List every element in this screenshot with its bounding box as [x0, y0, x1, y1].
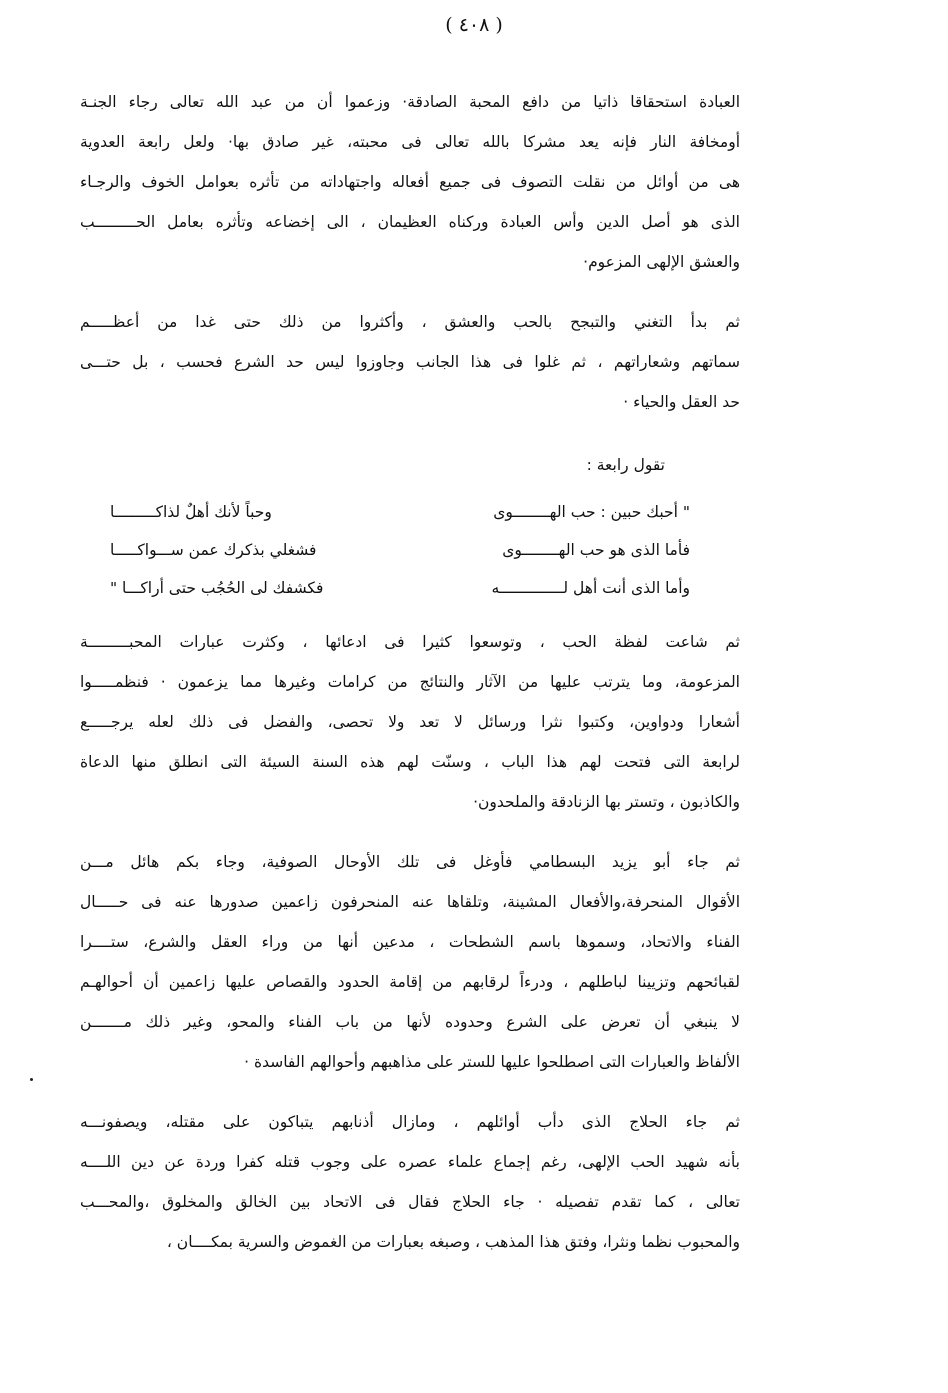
- text-line: الألفاظ والعبارات التى اصطلحوا عليها للستر على مذاهبهم وأحوالهم الفاسدة ·: [244, 1053, 740, 1071]
- text-line: أشعارا ودواوين، وكتبوا نثرا ورسائل لا تعد ولا تحصى، والفضل فى ذلك لعله يرجـــــع: [80, 713, 740, 731]
- text-line: ثم جاء أبو يزيد البسطامي فأوغل فى تلك الأوحال الصوفية، وجاء بكم هائل مـــن: [80, 853, 740, 871]
- poem-first-hemistich: " أحبك حبين : حب الهــــــــوى: [493, 503, 690, 521]
- paragraph-3: [80, 622, 740, 822]
- poem-second-hemistich: وحباً لأنك أهلٌ لذاكـــــــــا: [110, 503, 272, 521]
- poem-second-hemistich: فشغلي بذكرك عمن ســـواكـــــا: [110, 541, 317, 559]
- text-line: لرابعة التى فتحت لهم هذا الباب ، وسنّت لهم هذه السنة السيئة التى انطلق منها الدعاة: [80, 753, 740, 771]
- paragraph-1: [80, 82, 740, 282]
- text-line: الأقوال المنحرفة،والأفعال المشينة، وتلقاها عنه المنحرفون زاعمين صدورها عنه فى حـــــال: [80, 893, 740, 911]
- text-line: والكاذبون ، وتستر بها الزنادقة والملحدون·: [473, 793, 740, 811]
- poem-intro: تقول رابعة :: [586, 456, 665, 474]
- text-line: المزعومة، وما يترتب عليها من الآثار والنتائج من كرامات وغيرها مما يزعمون · فنظمـــــوا: [80, 673, 740, 691]
- text-line: الذى هو أصل الدين وأس العبادة وركناه العظيمان ، الى إخضاعه وتأثره بعامل الحـــــــــب: [80, 213, 740, 231]
- text-line: ثم بدأ التغني والتبجح بالحب والعشق ، وأكثروا من ذلك حتى غدا من أعظـــــم: [80, 313, 740, 331]
- text-line: تعالى ، كما تقدم تفصيله · جاء الحلاج فقال فى الاتحاد بين الخالق والمخلوق ،والمحـــب: [80, 1193, 740, 1211]
- text-line: بأنه شهيد الحب الإلهى، رغم إجماع علماء عصره على وجوب قتله كفرا وردة عن دين اللــــه: [80, 1153, 740, 1171]
- poem-first-hemistich: وأما الذى أنت أهل لــــــــــــــه: [491, 579, 690, 597]
- poem-verse: [80, 531, 690, 569]
- poem-verse: [80, 569, 690, 607]
- poem-second-hemistich: فكشفك لى الحُجُب حتى أراكـــا ": [110, 579, 324, 597]
- text-line: أومخافة النار فإنه يعد مشركا بالله تعالى فى محبته، غير صادق بها· ولعل رابعة العدوية: [80, 133, 740, 151]
- text-line: لا ينبغي أن تعرض على الشرع وحدوده لأنها من باب الفناء والمحو، وغير ذلك مـــــــن: [80, 1013, 740, 1031]
- text-line: لقبائحهم وتزيينا لباطلهم ، ودرءاً لرقابهم من إقامة الحدود والقصاص عليها زاعمين أن أحوالهـم: [80, 973, 740, 991]
- paragraph-4: [80, 842, 740, 1082]
- text-line: هى من أوائل من نقلت التصوف فى جميع أفعاله واجتهاداته من تأثره بعوامل الخوف والرجـاء: [80, 173, 740, 191]
- poem: [80, 493, 690, 607]
- poem-verse: [80, 493, 690, 531]
- page-number: ( ٤٠٨ ): [445, 14, 503, 36]
- text-line: حد العقل والحياء ·: [623, 393, 740, 411]
- text-line: سماتهم وشعاراتهم ، ثم غلوا فى هذا الجانب وجاوزوا ليس حد الشرع فحسب ، بل حتـــى: [80, 353, 740, 371]
- text-line: ثم جاء الحلاج الذى دأب أوائلهم ، ومازال أذنابهم يتباكون على مقتله، ويصفونـــه: [80, 1113, 740, 1131]
- text-line: ثم شاعت لفظة الحب ، وتوسعوا كثيرا فى ادعائها ، وكثرت عبارات المحبـــــــــة: [80, 633, 740, 651]
- paragraph-5: [80, 1102, 740, 1262]
- text-line: والمحبوب نظما ونثرا، وفتق هذا المذهب ، وصبغه بعبارات من الغموض والسرية بمكــــان ،: [166, 1233, 740, 1251]
- text-line: الفناء والاتحاد، وسموها باسم الشطحات ، مدعين أنها من وراء العقل والشرع، ستــــرا: [80, 933, 740, 951]
- text-line: والعشق الإلهى المزعوم·: [583, 253, 740, 271]
- poem-first-hemistich: فأما الذى هو حب الهــــــــوى: [502, 541, 690, 559]
- text-line: العبادة استحقاقا ذاتيا من دافع المحبة الصادقة· وزعموا أن من عبد الله تعالى رجاء الجنـة: [80, 93, 740, 111]
- scan-speck: [30, 1078, 33, 1081]
- paragraph-2: [80, 302, 740, 422]
